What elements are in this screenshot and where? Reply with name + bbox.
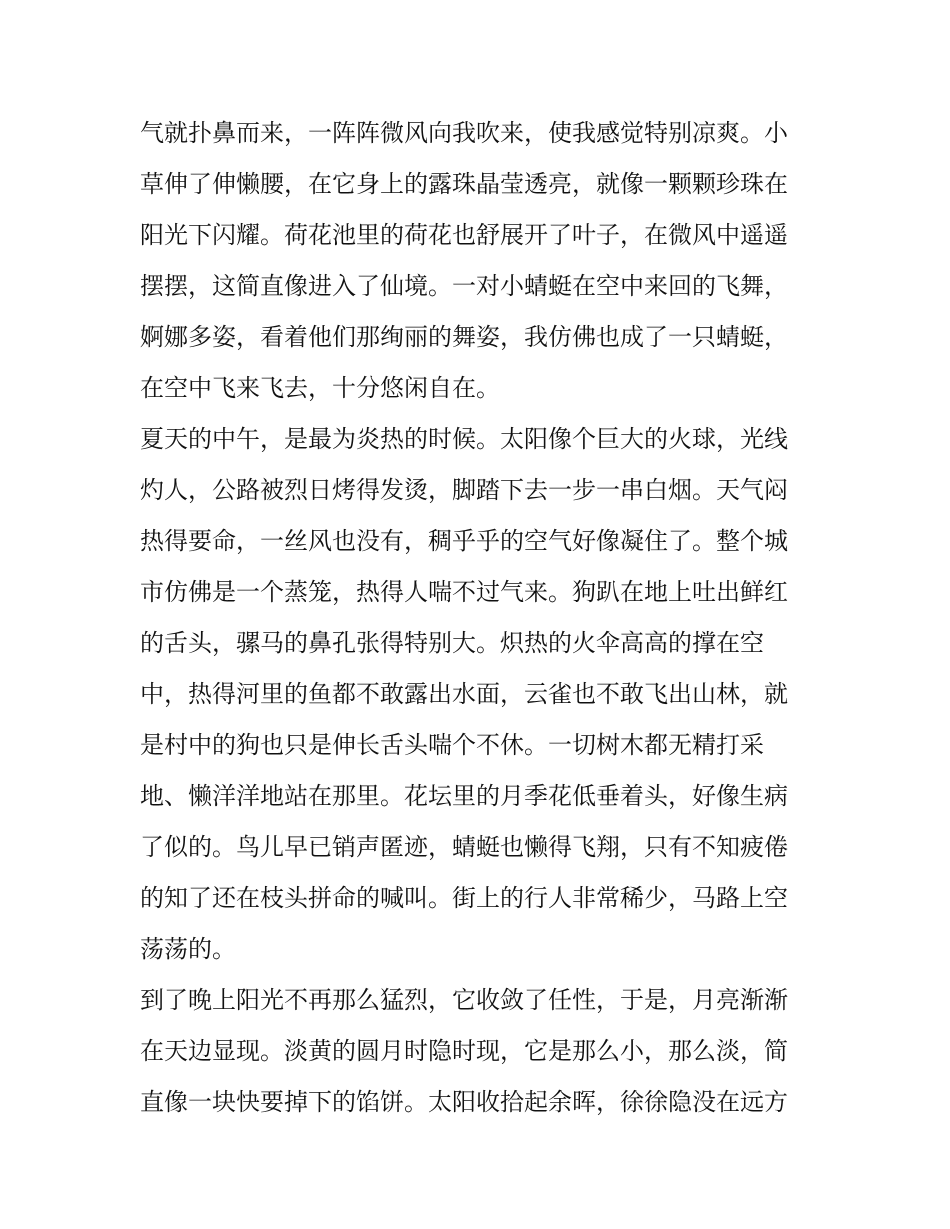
text-line-1: 气就扑鼻而来，一阵阵微风向我吹来，使我感觉特别凉爽。小 bbox=[140, 119, 788, 147]
essay-text bbox=[140, 108, 820, 1128]
text-line-14: 地、懒洋洋地站在那里。花坛里的月季花低垂着头，好像生病 bbox=[140, 782, 788, 810]
text-line-19: 在天边显现。淡黄的圆月时隐时现，它是那么小，那么淡，简 bbox=[140, 1037, 788, 1065]
text-line-7: 夏天的中午，是最为炎热的时候。太阳像个巨大的火球，光线 bbox=[140, 425, 788, 453]
text-line-12: 中，热得河里的鱼都不敢露出水面，云雀也不敢飞出山林，就 bbox=[140, 680, 788, 708]
text-line-20: 直像一块快要掉下的馅饼。太阳收拾起余晖，徐徐隐没在远方 bbox=[140, 1088, 788, 1116]
text-line-4: 摆摆，这简直像进入了仙境。一对小蜻蜓在空中来回的飞舞， bbox=[140, 272, 788, 300]
text-line-18: 到了晚上阳光不再那么猛烈，它收敛了任性，于是，月亮渐渐 bbox=[140, 986, 788, 1014]
text-line-2: 草伸了伸懒腰，在它身上的露珠晶莹透亮，就像一颗颗珍珠在 bbox=[140, 170, 788, 198]
text-line-13: 是村中的狗也只是伸长舌头喘个不休。一切树木都无精打采 bbox=[140, 731, 764, 759]
text-line-3: 阳光下闪耀。荷花池里的荷花也舒展开了叶子，在微风中遥遥 bbox=[140, 221, 788, 249]
text-line-8: 灼人，公路被烈日烤得发烫，脚踏下去一步一串白烟。天气闷 bbox=[140, 476, 788, 504]
text-line-10: 市仿佛是一个蒸笼，热得人喘不过气来。狗趴在地上吐出鲜红 bbox=[140, 578, 788, 606]
text-line-11: 的舌头，骡马的鼻孔张得特别大。炽热的火伞高高的撑在空 bbox=[140, 629, 764, 657]
text-line-9: 热得要命，一丝风也没有，稠乎乎的空气好像凝住了。整个城 bbox=[140, 527, 788, 555]
text-line-17: 荡荡的。 bbox=[140, 935, 236, 963]
text-line-16: 的知了还在枝头拼命的喊叫。街上的行人非常稀少，马路上空 bbox=[140, 884, 788, 912]
text-line-5: 婀娜多姿，看着他们那绚丽的舞姿，我仿佛也成了一只蜻蜓， bbox=[140, 323, 788, 351]
text-line-6: 在空中飞来飞去，十分悠闲自在。 bbox=[140, 374, 500, 402]
text-line-15: 了似的。鸟儿早已销声匿迹，蜻蜓也懒得飞翔，只有不知疲倦 bbox=[140, 833, 788, 861]
